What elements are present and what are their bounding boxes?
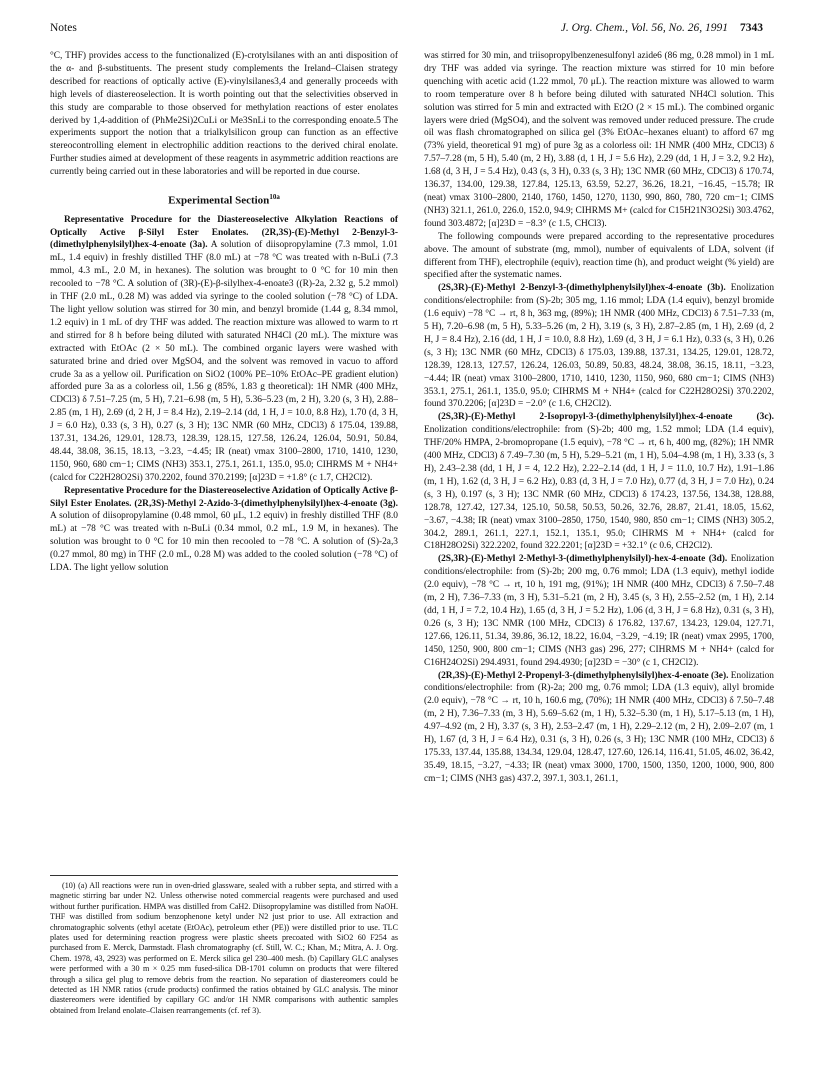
- procedure-heading-azidation: Representative Procedure for the Diastereoselective Azidation of Optically Active β-Silyl Ester Enolates. (2R,3S)-Methyl 2-Azido-3-(dimethylphenylsilyl)hex-4-enoate (3g).: [50, 485, 398, 509]
- page-number: 7343: [740, 22, 763, 34]
- compound-3d-name: (2S,3R)-(E)-Methyl 2-Methyl-3-(dimethylphenylsilyl)-hex-4-enoate (3d).: [438, 554, 728, 565]
- procedure-body-azidation: A solution of diisopropylamine (0.48 mmol, 60 μL, 1.2 equiv) in freshly distilled THF (8.0 mL) at −78 °C was treated with n-BuLi (0.34 mmol, 0.2 mL, 1.9 M, in hexanes). The solution was brought to 0 °C for 10 min then recooled to −78 °C. A solution of (S)-2a,3 (0.27 mmol, 80 mg) in THF (2.0 mL, 0.28 M) was added to the cooled solution (−78 °C) of LDA. The light yellow solution: [50, 511, 398, 574]
- section-heading-ref: 10a: [269, 193, 280, 202]
- right-column: [424, 50, 774, 786]
- compound-3b-name: (2S,3R)-(E)-Methyl 2-Benzyl-3-(dimethylphenylsilyl)hex-4-enoate (3b).: [438, 283, 726, 294]
- footnote-rule: [50, 875, 398, 876]
- compound-3b-entry: [424, 282, 774, 411]
- running-header-left: Notes: [50, 22, 77, 34]
- footnote-block: [50, 868, 398, 1016]
- procedure-body-alkylation: A solution of diisopropylamine (7.3 mmol, 1.01 mL, 1.4 equiv) in freshly distilled THF (8.0 mL) at −78 °C was treated with n-BuLi (7.3 mmol, 4.3 mL, 2.0 M, in hexanes). The solution was brought to 0 °C for 10 min then recooled to −78 °C. A solution of (3R)-(E)-β-silylhex-4-enoate3 ((R)-2a, 2.32 g, 5.2 mmol) in THF (2.0 mL, 0.28 M) was added via syringe to the cooled solution (−78 °C) of LDA. The light yellow solution was stirred for 30 min, and benzyl bromide (1.44 g, 8.34 mmol, 1.2 equiv) in 1 mL of dry THF was added. The reaction mixture was allowed to warm to rt and stirred for 8 h before being diluted with saturated NH4Cl (20 mL). The mixture was extracted with EtOAc (2 × 50 mL). The combined organic layers were washed with saturated brine and dried over MgSO4, and the solvent was removed in vacuo to afford crude 3a as a yellow oil. Purification on SiO2 (100% PE–10% EtOAc–PE gradient elution) afforded pure 3a as a colorless oil, 1.56 g (85%, 1.83 g theoretical): 1H NMR (400 MHz, CDCl3) δ 7.51–7.25 (m, 5 H), 7.21–6.98 (m, 5 H), 5.36–5.23 (m, 2 H), 3.20 (s, 3 H), 2.88–2.85 (m, 1 H), 2.69 (d, 2 H, J = 8.4 Hz), 2.19–2.14 (dd, 1 H, J = 10.0, 8.8 Hz), 1.70 (d, 3 H, J = 6.0 Hz), 0.33 (s, 3 H), 0.27 (s, 3 H); 13C NMR (60 MHz, CDCl3) δ 175.04, 139.88, 137.31, 134.26, 129.01, 128.73, 128.39, 128.15, 127.58, 126.24, 126.04, 50.91, 50.84, 48.44, 38.08, 36.15, 18.13, −3.23, −4.45; IR (neat) νmax 3100–2800, 1710, 1410, 1230, 1150, 960, 680 cm−1; CIMS (NH3) 353.1, 275.1, 261.1, 135.0, 95.0; CIHRMS M + NH4+ (calcd for C22H28O2Si) 370.2202, found 370.2199; [α]23D = +1.8° (c 1.7, CH2Cl2).: [50, 240, 398, 483]
- general-statement: The following compounds were prepared according to the representative procedures above. The amount of substrate (mg, mmol), number of equivalents of LDA, solvent (if different from THF), electrophile (equiv), reaction time (h), and product weight (% yield) are specified after the systematic names.: [424, 231, 774, 281]
- running-header-right: [561, 22, 763, 38]
- compound-3c-data: Enolization conditions/electrophile: from (S)-2b; 400 mg, 1.52 mmol; LDA (1.4 equiv), THF/20% HMPA, 2-bromopropane (1.5 equiv), −78 °C → rt, 6 h, 400 mg, (82%); 1H NMR (400 MHz, CDCl3) δ 7.49–7.30 (m, 5 H), 5.29–5.21 (m, 1 H), 5.04–4.98 (m, 1 H), 3.33 (s, 3 H), 2.43–2.38 (dd, 1 H, J = 4, 12.2 Hz), 2.22–2.14 (dd, 1 H, J = 11.0, 10.7 Hz), 1.91–1.86 (m, 1 H), 1.62 (d, 3 H, J = 6.2 Hz), 0.83 (d, 3 H, J = 7.0 Hz), 0.77 (d, 3 H, J = 7.0 Hz), 0.24 (s, 3 H), 0.197 (s, 3 H); 13C NMR (60 MHz, CDCl3) δ 174.23, 137.56, 134.38, 128.88, 128.78, 127.42, 127.34, 125.10, 50.58, 50.53, 50.26, 32.76, 28.87, 21.41, 18.05, 15.62, −3.67, −4.38; IR (neat) νmax 3100–2850, 1750, 1540, 980, 850 cm−1; CIMS (NH3) 305.2, 304.2, 289.1, 261.1, 227.1, 152.1, 135.1, 95.0; CIHRMS M + NH4+ (calcd for C18H28O2Si) 322.2202, found 322.2201; [α]23D = +32.1° (c 0.6, CH2Cl2).: [424, 425, 774, 552]
- compound-3d-entry: [424, 553, 774, 669]
- footnote-10: (10) (a) All reactions were run in oven-dried glassware, sealed with a rubber septa, and stirred with a magnetic stirring bar under N2. Unless otherwise noted commercial reagents were purchased and used without further purification. HMPA was distilled from CaH2. Diisopropylamine was distilled from NaOH. THF was distilled from sodium benzophenone ketyl under N2 just prior to use. All extraction and chromatographic solvents (ethyl acetate (EtOAc), petroleum ether (PE)) were distilled prior to use. TLC plates used for determining reaction progress were plastic sheets precoated with SiO2 60 F254 as purchased from E. Merck, Darmstadt. Flash chromatography (cf. Still, W. C.; Khan, M.; Mitra, A. J. Org. Chem. 1978, 43, 2923) was performed on E. Merck silica gel 230–400 mesh. (b) Capillary GLC analyses were performed with a 30 m × 0.25 mm fused-silica DB-1701 column on products that were filtered through a silica gel plug to remove debris from the reaction. No separation of diastereomers could be detected as 1H NMR ratios (crude products) confirmed the ratios obtained by GLC analysis. The minor diastereomers were identified by capillary GC and/or 1H NMR comparisons with authentic samples obtained from Ireland enolate–Claisen rearrangements (cf. ref 3).: [50, 881, 398, 1015]
- compound-3e-entry: [424, 670, 774, 786]
- compound-3b-data: Enolization conditions/electrophile: from (S)-2b; 305 mg, 1.16 mmol; LDA (1.4 equiv), benzyl bromide (1.6 equiv) −78 °C → rt, 8 h, 363 mg, (89%); 1H NMR (400 MHz, CDCl3) δ 7.51–7.33 (m, 5 H), 7.20–6.98 (m, 5 H), 5.33–5.26 (m, 2 H), 3.19 (s, 3 H), 2.87–2.85 (m, 1 H), 2.69 (d, 2 H, J = 8.4 Hz), 2.16 (dd, 1 H, J = 10.0, 8.8 Hz), 1.69 (d, 3 H, J = 6.1 Hz), 0.33 (s, 3 H), 0.26 (s, 3 H); 13C NMR (60 MHz, CDCl3) δ 175.03, 139.88, 137.31, 134.25, 129.01, 128.72, 128.39, 128.13, 127.57, 126.24, 126.03, 50.89, 50.83, 48.24, 38.08, 36.15, 18.11, −3.23, −4.44; IR (neat) νmax 3100–2800, 1710, 1410, 1230, 1150, 960, 680 cm−1; CIMS (NH3) 353.1, 275.1, 261.1, 135.0, 95.0; CIHRMS M + NH4+ (calcd for C22H28O2Si) 370.2202, found 370.2206; [α]23D = −2.0° (c 1.6, CH2Cl2).: [424, 283, 775, 410]
- section-heading-text: Experimental Section: [168, 194, 270, 207]
- compound-3c-name: (2S,3R)-(E)-Methyl 2-Isopropyl-3-(dimethylphenylsilyl)hex-4-enoate (3c).: [438, 412, 774, 423]
- procedure-heading-alkylation: Representative Procedure for the Diastereoselective Alkylation Reactions of Optically Active β-Silyl Ester Enolates. (2R,3S)-(E)-Methyl 2-Benzyl-3-(dimethylphenylsilyl)hex-4-enoate (3a).: [50, 214, 398, 251]
- compound-3e-name: (2R,3S)-(E)-Methyl 2-Propenyl-3-(dimethylphenylsilyl)hex-4-enoate (3e).: [438, 670, 729, 681]
- procedure-paragraph-alkylation: [50, 214, 398, 485]
- intro-paragraph: °C, THF) provides access to the functionalized (E)-crotylsilanes with an anti disposition of the α- and β-substituents. The present study complements the Ireland–Claisen strategy described for reactions of optically active (E)-vinylsilanes3,4 and generally proceeds with high levels of diastereoselection. It is worth pointing out that the selectivities observed in this study are comparable to those observed for methylation reactions of ester enolates derived by 1,4-addition of (PhMe2Si)2CuLi or Me3SnLi to the corresponding enoate.5 The experiments support the notion that a trialkylsilicon group can function as an effective stereocontrolling element in electrophilic addition reactions to the derived chiral enolate. Further studies aimed at development of these reagents in asymmetric addition reactions are currently being carried out in these laboratories and will be reported in due course.: [50, 51, 398, 178]
- compound-3c-entry: [424, 411, 774, 553]
- left-column: [50, 50, 398, 575]
- azidation-continuation: was stirred for 30 min, and triisopropylbenzenesulfonyl azide6 (86 mg, 0.28 mmol) in 1 mL dry THF was added via syringe. The reaction mixture was stirred for 10 min before quenching with acetic acid (1.22 mmol, 70 μL). The reaction mixture was allowed to warm to room temperature over 8 h before being diluted with saturated NH4Cl solution. This solution was stirred for 5 min and extracted with Et2O (2 × 15 mL). The combined organic layers were dried (MgSO4), and the solvent was removed under reduced pressure. The crude oil was flash chromatographed on silica gel (3% EtOAc–hexanes eluant) to afford 67 mg (73% yield, theoretical 91 mg) of pure 3g as a colorless oil: 1H NMR (400 MHz, CDCl3) δ 7.57–7.28 (m, 5 H), 5.40 (m, 2 H), 3.88 (d, 1 H, J = 5.6 Hz), 2.29 (dd, 1 H, J = 3.2, 9.2 Hz), 1.68 (d, 3 H, J = 5.4 Hz), 0.43 (s, 3 H), 0.33 (s, 3 H); 13C NMR (60 MHz, CDCl3) δ 170.74, 136.37, 134.00, 129.38, 127.84, 125.13, 63.59, 52.27, 36.26, 18.21, −16.45, −15.78; IR (neat) νmax 3100–2800, 2140, 1760, 1450, 1270, 1130, 990, 860, 780, 720 cm−1; CIMS (NH3) 321.1, 261.0, 226.0, 152.0, 94.9; CIHRMS M+ (calcd for C15H21N3O2Si) 303.4762, found 303.4872; [α]23D = −8.3° (c 1.5, CHCl3).: [424, 51, 774, 229]
- compound-3d-data: Enolization conditions/electrophile: from (S)-2b; 200 mg, 0.76 mmol; LDA (1.3 equiv), methyl iodide (2.0 equiv), −78 °C → rt, 10 h, 191 mg, (91%); 1H NMR (400 MHz, CDCl3) δ 7.50–7.48 (m, 2 H), 7.36–7.33 (m, 3 H), 5.31–5.21 (m, 2 H), 3.45 (s, 3 H), 2.55–2.52 (m, 1 H), 2.14 (dd, 1 H, J = 7.2, 10.4 Hz), 1.65 (d, 3 H, J = 5.2 Hz), 1.06 (d, 3 H, J = 6.8 Hz), 0.31 (s, 3 H), 0.26 (s, 3 H); 13C NMR (100 MHz, CDCl3) δ 176.82, 137.67, 134.23, 129.04, 127.71, 127.66, 126.11, 51.34, 39.86, 36.12, 18.22, 16.04, −3.29, −4.19; IR (neat) νmax 2995, 1700, 1450, 1250, 900, 800 cm−1; CIMS (NH3 gas) 296, 277; CIHRMS M + NH4+ (calcd for C16H24O2Si) 294.4931, found 294.4930; [α]23D = −30° (c 1, CH2Cl2).: [424, 554, 775, 668]
- section-heading: [50, 191, 398, 208]
- journal-citation: J. Org. Chem., Vol. 56, No. 26, 1991: [560, 22, 728, 34]
- procedure-paragraph-azidation: [50, 485, 398, 575]
- compound-3e-data: Enolization conditions/electrophile: from (R)-2a; 200 mg, 0.76 mmol; LDA (1.3 equiv), allyl bromide (2.0 equiv), −78 °C → rt, 10 h, 160.6 mg, (70%); 1H NMR (400 MHz, CDCl3) δ 7.50–7.48 (m, 2 H), 7.36–7.33 (m, 3 H), 5.69–5.62 (m, 1 H), 5.32–5.30 (m, 1 H), 5.17–5.13 (m, 1 H), 4.97–4.92 (m, 2 H), 3.37 (s, 3 H), 2.53–2.47 (m, 1 H), 2.29–2.12 (m, 2 H), 2.09–2.07 (m, 1 H), 1.67 (d, 3 H, J = 6.4 Hz), 0.31 (s, 3 H), 0.26 (s, 3 H); 13C NMR (100 MHz, CDCl3) δ 175.33, 137.44, 135.88, 134.34, 129.04, 128.47, 127.60, 126.14, 116.41, 51.05, 46.02, 36.42, 35.49, 18.15, −3.27, −4.33; IR (neat) νmax 3000, 1700, 1500, 1350, 1200, 1000, 900, 800 cm−1; CIMS (NH3 gas) 437.2, 397.1, 303.1, 261.1,: [424, 670, 774, 784]
